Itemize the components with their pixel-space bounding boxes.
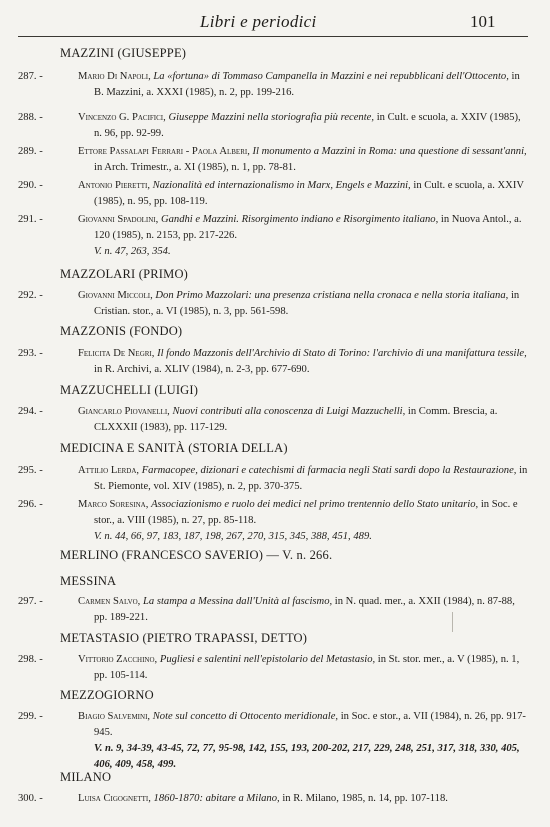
section-heading-messina: MESSINA xyxy=(60,574,117,588)
entry-citation: in St. Piemonte, vol. XIV (1985), n. 2, pp. 370-375. xyxy=(94,465,528,492)
entry-title: 1860-1870: abitare a Milano, xyxy=(153,793,280,804)
entry-295 xyxy=(18,463,530,495)
entry-title: Pugliesi e salentini nell'epistolario del Metastasio, xyxy=(159,654,376,665)
entry-288 xyxy=(18,110,530,142)
section-heading-merlino: MERLINO (FRANCESCO SAVERIO) — V. n. 266. xyxy=(60,548,333,562)
entry-author: Giancarlo Piovanelli, xyxy=(78,406,170,417)
page-number: 101 xyxy=(470,12,496,31)
cross-reference: V. n. 47, 263, 354. xyxy=(94,246,171,257)
entry-289 xyxy=(18,144,530,176)
entry-citation: in Cult. e scuola, a. XXIV (1985), n. 96, pp. 92-99. xyxy=(94,112,521,139)
cross-reference: V. n. 9, 34-39, 43-45, 72, 77, 95-98, 142, 155, 193, 200-202, 217, 229, 248, 251, 317, 318, 330, 405, 406, 409, 458, 499. xyxy=(94,743,520,770)
entry-number: 287. - xyxy=(18,71,43,82)
entry-title: Gandhi e Mazzini. Risorgimento indiano e Risorgimento italiano, xyxy=(160,214,439,225)
entry-number: 300. - xyxy=(18,793,43,804)
entry-author: Mario Di Napoli, xyxy=(78,71,151,82)
entry-number: 299. - xyxy=(18,711,43,722)
margin-mark xyxy=(452,612,453,632)
entry-citation: in Cult. e scuola, a. XXIV (1985), n. 95, pp. 108-119. xyxy=(94,180,524,207)
entry-citation: in Comm. Brescia, a. CLXXXII (1983), pp. 117-129. xyxy=(94,406,498,433)
entry-title: La stampa a Messina dall'Unità al fascismo, xyxy=(143,596,333,607)
entry-author: Carmen Salvo, xyxy=(78,596,141,607)
entry-author: Felicita De Negri, xyxy=(78,348,155,359)
entry-title: La «fortuna» di Tommaso Campanella in Mazzini e nei repubblicani dell'Ottocento, xyxy=(153,71,509,82)
entry-citation: in Soc. e stor., a. VIII (1985), n. 27, pp. 85-118. xyxy=(94,499,518,526)
entry-number: 296. - xyxy=(18,499,43,510)
entry-author: Luisa Cigognetti, xyxy=(78,793,151,804)
entry-title: Associazionismo e ruolo dei medici nel primo trentennio dello Stato unitario, xyxy=(151,499,479,510)
entry-author: Giovanni Spadolini, xyxy=(78,214,159,225)
section-heading-mazzonis: MAZZONIS (FONDO) xyxy=(60,324,183,338)
entry-number: 292. - xyxy=(18,290,43,301)
entry-300 xyxy=(18,791,530,807)
section-heading-medicina: MEDICINA E SANITÀ (STORIA DELLA) xyxy=(60,441,288,455)
cross-reference: V. n. 44, 66, 97, 183, 187, 198, 267, 270, 315, 345, 388, 451, 489. xyxy=(94,531,372,542)
entry-author: Biagio Salvemini, xyxy=(78,711,151,722)
entry-citation: in R. Archivi, a. XLIV (1984), n. 2-3, pp. 677-690. xyxy=(94,364,310,375)
entry-title: Note sul concetto di Ottocento meridionale, xyxy=(152,711,339,722)
entry-299 xyxy=(18,709,530,773)
entry-298 xyxy=(18,652,530,684)
entry-author: Vincenzo G. Pacifici, xyxy=(78,112,166,123)
section-heading-mazzini: MAZZINI (GIUSEPPE) xyxy=(60,46,187,60)
entry-number: 288. - xyxy=(18,112,43,123)
section-heading-mazzuchelli: MAZZUCHELLI (LUIGI) xyxy=(60,383,199,397)
entry-title: Nuovi contributi alla conoscenza di Luigi Mazzuchelli, xyxy=(172,406,406,417)
entry-297 xyxy=(18,594,530,626)
entry-290 xyxy=(18,178,530,210)
entry-296 xyxy=(18,497,530,545)
entry-citation: in Cristian. stor., a. VI (1985), n. 3, pp. 561-598. xyxy=(94,290,520,317)
entry-number: 297. - xyxy=(18,596,43,607)
entry-author: Attilio Lerda, xyxy=(78,465,140,476)
entry-citation: in B. Mazzini, a. XXXI (1985), n. 2, pp. 199-216. xyxy=(94,71,520,98)
entry-author: Ettore Passalapi Ferrari - Paola Alberi, xyxy=(78,146,250,157)
section-heading-mazzolari: MAZZOLARI (PRIMO) xyxy=(60,267,189,281)
entry-title: Nazionalità ed internazionalismo in Marx, Engels e Mazzini, xyxy=(152,180,411,191)
entry-number: 293. - xyxy=(18,348,43,359)
entry-number: 298. - xyxy=(18,654,43,665)
entry-title: Don Primo Mazzolari: una presenza cristiana nella cronaca e nella storia italiana, xyxy=(155,290,509,301)
entry-author: Giovanni Miccoli, xyxy=(78,290,153,301)
entry-citation: in R. Milano, 1985, n. 14, pp. 107-118. xyxy=(282,793,448,804)
entry-citation: in Soc. e stor., a. VII (1984), n. 26, pp. 917-945. xyxy=(94,711,526,738)
entry-number: 291. - xyxy=(18,214,43,225)
entry-citation: in N. quad. mer., a. XXII (1984), n. 87-88, pp. 189-221. xyxy=(94,596,515,623)
section-heading-mezzogiorno: MEZZOGIORNO xyxy=(60,688,154,702)
section-heading-metastasio: METASTASIO (PIETRO TRAPASSI, DETTO) xyxy=(60,631,308,645)
entry-title: Il monumento a Mazzini in Roma: una questione di sessant'anni, xyxy=(252,146,527,157)
entry-title: Il fondo Mazzonis dell'Archivio di Stato di Torino: l'archivio di una manifattura tessile, xyxy=(157,348,527,359)
entry-293 xyxy=(18,346,530,378)
entry-author: Antonio Pieretti, xyxy=(78,180,150,191)
entry-number: 294. - xyxy=(18,406,43,417)
entry-number: 290. - xyxy=(18,180,43,191)
entry-287 xyxy=(18,69,530,101)
entry-title: Giuseppe Mazzini nella storiografia più recente, xyxy=(168,112,375,123)
header-rule xyxy=(18,36,528,37)
entry-author: Vittorio Zacchino, xyxy=(78,654,158,665)
entry-number: 295. - xyxy=(18,465,43,476)
entry-291 xyxy=(18,212,530,260)
entry-294 xyxy=(18,404,530,436)
entry-citation: in St. stor. mer., a. V (1985), n. 1, pp. 105-114. xyxy=(94,654,520,681)
entry-citation: in Nuova Antol., a. 120 (1985), n. 2153, pp. 217-226. xyxy=(94,214,522,241)
entry-title: Farmacopee, dizionari e catechismi di farmacia negli Stati sardi dopo la Restaurazione, xyxy=(141,465,517,476)
entry-author: Marco Soresina, xyxy=(78,499,149,510)
running-title: Libri e periodici xyxy=(200,12,317,31)
entry-citation: in Arch. Trimestr., a. XI (1985), n. 1, pp. 78-81. xyxy=(94,162,296,173)
entry-number: 289. - xyxy=(18,146,43,157)
section-heading-milano: MILANO xyxy=(60,770,112,784)
entry-292 xyxy=(18,288,530,320)
